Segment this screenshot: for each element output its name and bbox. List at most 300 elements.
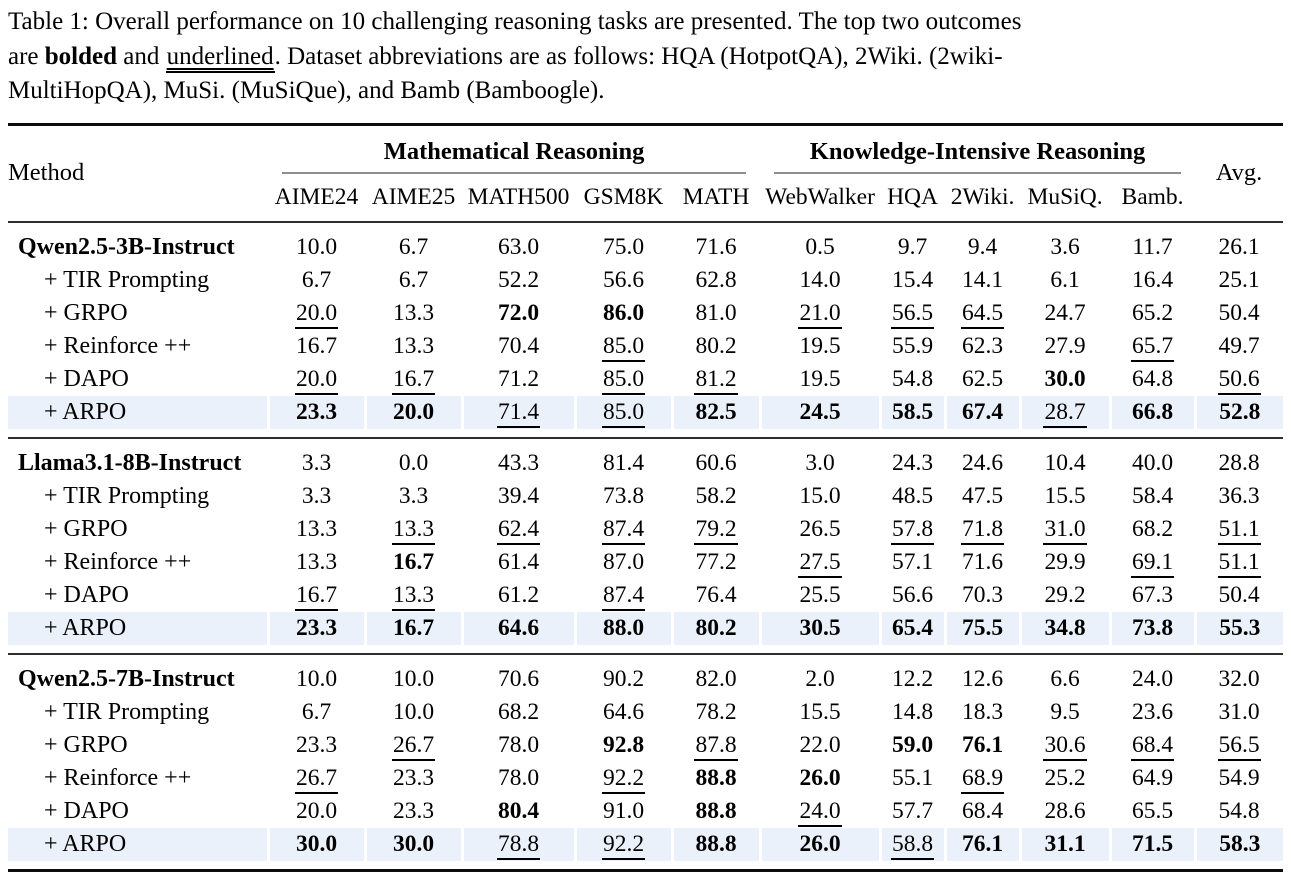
metric-cell xyxy=(945,231,1020,264)
metric-cell xyxy=(880,546,945,579)
metric-value: 15.4 xyxy=(891,267,934,293)
metric-value: 88.8 xyxy=(695,831,737,857)
metric-cell xyxy=(1110,264,1195,297)
metric-cell xyxy=(462,231,575,264)
metric-cell xyxy=(880,264,945,297)
metric-value: 85.0 xyxy=(602,399,645,428)
metric-value: 51.1 xyxy=(1218,549,1261,578)
metric-cell xyxy=(268,264,365,297)
metric-cell xyxy=(462,579,575,612)
metric-value: 24.3 xyxy=(891,450,934,476)
metric-cell xyxy=(760,546,880,579)
group-label: Knowledge-Intensive Reasoning xyxy=(774,138,1181,174)
metric-cell xyxy=(575,363,672,396)
metric-value: 68.4 xyxy=(1131,732,1174,761)
metric-value: 54.9 xyxy=(1218,765,1260,791)
col-header-bamb: Bamb. xyxy=(1121,184,1184,210)
metric-cell xyxy=(575,231,672,264)
metric-value: 51.1 xyxy=(1218,516,1261,545)
metric-cell xyxy=(1020,795,1110,828)
metric-value: 78.2 xyxy=(695,699,737,725)
metric-value: 9.4 xyxy=(967,234,998,260)
table-row xyxy=(8,231,1283,264)
metric-value: 64.9 xyxy=(1131,765,1174,791)
metric-cell xyxy=(760,231,880,264)
metric-cell xyxy=(1110,480,1195,513)
metric-cell xyxy=(365,513,462,546)
metric-value: 10.0 xyxy=(295,666,338,692)
metric-value: 64.8 xyxy=(1131,366,1174,392)
metric-value: 57.8 xyxy=(891,516,934,545)
table-row xyxy=(8,729,1283,762)
metric-cell xyxy=(672,513,760,546)
metric-value: 56.5 xyxy=(1218,732,1261,761)
metric-cell xyxy=(462,513,575,546)
metric-value: 76.1 xyxy=(961,831,1004,857)
table-row xyxy=(8,579,1283,612)
metric-cell xyxy=(365,264,462,297)
metric-cell xyxy=(575,396,672,429)
metric-value: 36.3 xyxy=(1218,483,1260,509)
metric-cell xyxy=(1195,546,1283,579)
metric-value: 30.0 xyxy=(1044,366,1086,392)
col-header-math: MATH xyxy=(682,184,750,210)
metric-value: 6.7 xyxy=(398,267,429,293)
method-cell: + DAPO xyxy=(44,366,129,392)
metric-value: 58.8 xyxy=(891,831,934,860)
metric-value: 3.3 xyxy=(301,483,332,509)
metric-value: 24.0 xyxy=(1131,666,1174,692)
metric-value: 55.3 xyxy=(1219,615,1261,641)
metric-cell xyxy=(268,828,365,861)
spacer-cell xyxy=(8,429,1283,438)
metric-cell xyxy=(575,612,672,645)
col-header-method: Method xyxy=(8,159,85,187)
metric-cell xyxy=(760,729,880,762)
metric-value: 13.3 xyxy=(295,516,338,542)
metric-cell xyxy=(1110,828,1195,861)
col-header-math500: MATH500 xyxy=(467,184,570,210)
metric-cell xyxy=(945,546,1020,579)
metric-value: 26.7 xyxy=(295,765,338,794)
metric-value: 70.6 xyxy=(497,666,540,692)
metric-cell xyxy=(268,729,365,762)
metric-cell xyxy=(1195,762,1283,795)
metric-value: 23.3 xyxy=(295,615,338,641)
metric-cell xyxy=(1110,696,1195,729)
metric-value: 61.2 xyxy=(497,582,540,608)
metric-value: 54.8 xyxy=(891,366,934,392)
metric-value: 24.0 xyxy=(798,798,841,827)
metric-cell xyxy=(760,762,880,795)
metric-value: 88.8 xyxy=(695,765,737,791)
metric-cell xyxy=(1195,828,1283,861)
metric-value: 25.1 xyxy=(1218,267,1260,293)
metric-value: 3.6 xyxy=(1050,234,1080,260)
metric-cell xyxy=(880,663,945,696)
col-header-webwalker: WebWalker xyxy=(765,184,875,210)
metric-cell xyxy=(672,795,760,828)
metric-cell xyxy=(1195,447,1283,480)
group-header-mathematical-reasoning xyxy=(268,124,760,174)
metric-value: 63.0 xyxy=(497,234,540,260)
metric-value: 31.0 xyxy=(1043,516,1086,545)
metric-cell xyxy=(760,264,880,297)
metric-cell xyxy=(1020,513,1110,546)
metric-value: 47.5 xyxy=(961,483,1004,509)
metric-cell xyxy=(1110,363,1195,396)
metric-cell xyxy=(575,480,672,513)
metric-value: 81.4 xyxy=(602,450,645,476)
metric-value: 48.5 xyxy=(891,483,934,509)
table-row xyxy=(8,264,1283,297)
metric-cell xyxy=(880,612,945,645)
metric-value: 81.2 xyxy=(694,366,737,395)
metric-cell xyxy=(268,696,365,729)
metric-cell xyxy=(1110,663,1195,696)
metric-value: 13.3 xyxy=(392,300,435,326)
method-cell: + TIR Prompting xyxy=(44,699,210,725)
metric-cell xyxy=(1195,795,1283,828)
metric-value: 20.0 xyxy=(295,300,338,329)
spacer-cell xyxy=(8,861,1283,870)
metric-value: 80.2 xyxy=(695,333,737,359)
metric-value: 50.6 xyxy=(1218,366,1261,395)
metric-value: 20.0 xyxy=(295,366,338,395)
caption-text: bolded xyxy=(44,42,118,70)
metric-value: 14.0 xyxy=(799,267,841,293)
metric-cell xyxy=(945,729,1020,762)
metric-cell xyxy=(365,231,462,264)
method-cell: Llama3.1-8B-Instruct xyxy=(18,450,242,476)
metric-cell xyxy=(880,447,945,480)
metric-value: 58.4 xyxy=(1131,483,1174,509)
metric-cell xyxy=(575,330,672,363)
caption-text: underlined xyxy=(166,43,275,73)
metric-value: 87.4 xyxy=(602,582,645,611)
metric-cell xyxy=(1110,795,1195,828)
metric-cell xyxy=(1195,612,1283,645)
highlighted-table-row xyxy=(8,396,1283,429)
metric-value: 68.9 xyxy=(961,765,1004,794)
metric-value: 19.5 xyxy=(799,333,841,359)
metric-value: 76.4 xyxy=(695,582,737,608)
caption-line xyxy=(8,5,1285,40)
metric-value: 64.6 xyxy=(497,615,540,641)
metric-cell xyxy=(672,762,760,795)
metric-value: 71.8 xyxy=(961,516,1004,545)
metric-cell xyxy=(672,546,760,579)
metric-value: 65.4 xyxy=(891,615,934,641)
metric-value: 23.3 xyxy=(295,399,338,425)
table-row xyxy=(8,795,1283,828)
metric-cell xyxy=(760,663,880,696)
metric-value: 56.6 xyxy=(602,267,645,293)
metric-value: 57.7 xyxy=(891,798,934,824)
metric-value: 64.6 xyxy=(602,699,645,725)
metric-value: 6.7 xyxy=(301,267,332,293)
metric-value: 16.7 xyxy=(392,366,435,395)
metric-value: 20.0 xyxy=(392,399,435,425)
metric-cell xyxy=(945,513,1020,546)
metric-cell xyxy=(365,762,462,795)
metric-value: 64.5 xyxy=(961,300,1004,329)
metric-value: 30.0 xyxy=(295,831,338,857)
metric-value: 76.1 xyxy=(961,732,1004,758)
metric-cell xyxy=(672,579,760,612)
metric-value: 15.5 xyxy=(799,699,841,725)
metric-value: 3.0 xyxy=(805,450,835,476)
metric-value: 21.0 xyxy=(798,300,841,329)
metric-value: 16.7 xyxy=(392,549,435,575)
metric-value: 29.2 xyxy=(1044,582,1086,608)
metric-cell xyxy=(575,297,672,330)
metric-value: 30.5 xyxy=(799,615,841,641)
metric-cell xyxy=(462,795,575,828)
metric-cell xyxy=(1020,264,1110,297)
metric-cell xyxy=(945,795,1020,828)
metric-cell xyxy=(760,480,880,513)
metric-cell xyxy=(268,663,365,696)
metric-value: 62.3 xyxy=(961,333,1004,359)
metric-cell xyxy=(365,696,462,729)
metric-cell xyxy=(880,696,945,729)
model-block-2 xyxy=(8,654,1283,870)
metric-value: 77.2 xyxy=(695,549,737,575)
metric-value: 26.5 xyxy=(799,516,841,542)
col-header-aime25: AIME25 xyxy=(371,184,456,210)
metric-cell xyxy=(945,297,1020,330)
metric-cell xyxy=(575,447,672,480)
metric-value: 12.2 xyxy=(891,666,934,692)
metric-value: 28.6 xyxy=(1044,798,1086,824)
metric-cell xyxy=(945,396,1020,429)
metric-cell xyxy=(760,579,880,612)
metric-value: 56.6 xyxy=(891,582,934,608)
model-block-0 xyxy=(8,222,1283,438)
metric-cell xyxy=(268,612,365,645)
metric-cell xyxy=(760,795,880,828)
metric-cell xyxy=(1195,729,1283,762)
metric-value: 78.0 xyxy=(497,732,540,758)
metric-value: 23.6 xyxy=(1131,699,1174,725)
metric-value: 52.2 xyxy=(497,267,540,293)
caption-line xyxy=(8,74,1285,109)
metric-cell xyxy=(880,729,945,762)
metric-cell xyxy=(672,480,760,513)
metric-cell xyxy=(575,795,672,828)
metric-value: 80.2 xyxy=(695,615,737,641)
metric-cell xyxy=(462,663,575,696)
method-cell: Qwen2.5-3B-Instruct xyxy=(18,234,235,260)
col-header-avg: Avg. xyxy=(1215,159,1263,187)
metric-value: 71.2 xyxy=(497,366,540,392)
metric-value: 2.0 xyxy=(805,666,835,692)
metric-value: 65.7 xyxy=(1131,333,1174,362)
metric-cell xyxy=(268,579,365,612)
metric-value: 82.5 xyxy=(695,399,737,425)
spacer-row xyxy=(8,222,1283,231)
metric-cell xyxy=(760,696,880,729)
metric-value: 26.7 xyxy=(392,732,435,761)
metric-value: 10.0 xyxy=(392,666,435,692)
spacer-row xyxy=(8,861,1283,870)
metric-cell xyxy=(268,330,365,363)
metric-cell xyxy=(672,612,760,645)
metric-cell xyxy=(575,663,672,696)
metric-cell xyxy=(945,480,1020,513)
metric-cell xyxy=(365,663,462,696)
metric-cell xyxy=(1110,762,1195,795)
metric-cell xyxy=(365,828,462,861)
highlighted-table-row xyxy=(8,828,1283,861)
metric-value: 88.0 xyxy=(602,615,645,641)
metric-value: 34.8 xyxy=(1044,615,1086,641)
metric-cell xyxy=(1020,696,1110,729)
metric-cell xyxy=(268,480,365,513)
metric-value: 92.2 xyxy=(602,765,645,794)
metric-value: 75.0 xyxy=(602,234,645,260)
metric-cell xyxy=(365,546,462,579)
metric-cell xyxy=(365,612,462,645)
metric-value: 62.8 xyxy=(695,267,737,293)
method-cell: + Reinforce ++ xyxy=(44,549,192,575)
metric-cell xyxy=(1020,480,1110,513)
col-header-gsm8k: GSM8K xyxy=(583,184,664,210)
metric-cell xyxy=(575,729,672,762)
metric-value: 62.5 xyxy=(961,366,1004,392)
metric-cell xyxy=(462,297,575,330)
method-cell: + Reinforce ++ xyxy=(44,765,192,791)
metric-cell xyxy=(1110,546,1195,579)
metric-cell xyxy=(760,330,880,363)
metric-cell xyxy=(880,396,945,429)
metric-cell xyxy=(1020,762,1110,795)
metric-value: 0.0 xyxy=(398,450,429,476)
metric-cell xyxy=(672,663,760,696)
metric-value: 24.7 xyxy=(1044,300,1086,326)
caption-text: MultiHopQA), MuSi. (MuSiQue), and Bamb (Bamboogle). xyxy=(8,77,605,104)
metric-cell xyxy=(1020,579,1110,612)
metric-value: 23.3 xyxy=(392,765,435,791)
method-cell: + DAPO xyxy=(44,798,129,824)
metric-cell xyxy=(880,297,945,330)
metric-cell xyxy=(880,762,945,795)
metric-cell xyxy=(365,297,462,330)
metric-value: 3.3 xyxy=(398,483,429,509)
metric-value: 16.7 xyxy=(295,582,338,611)
metric-cell xyxy=(880,231,945,264)
metric-cell xyxy=(268,447,365,480)
table-row xyxy=(8,480,1283,513)
metric-cell xyxy=(268,795,365,828)
metric-value: 40.0 xyxy=(1131,450,1174,476)
table-row xyxy=(8,762,1283,795)
metric-cell xyxy=(880,513,945,546)
spacer-cell xyxy=(8,654,1283,663)
metric-cell xyxy=(760,612,880,645)
metric-value: 13.3 xyxy=(392,333,435,359)
metric-value: 62.4 xyxy=(497,516,540,545)
metric-value: 92.8 xyxy=(602,732,645,758)
metric-value: 12.6 xyxy=(961,666,1004,692)
metric-cell xyxy=(1195,579,1283,612)
spacer-cell xyxy=(8,438,1283,447)
metric-cell xyxy=(462,762,575,795)
metric-value: 70.4 xyxy=(497,333,540,359)
metric-cell xyxy=(1110,330,1195,363)
metric-cell xyxy=(1020,663,1110,696)
metric-value: 67.3 xyxy=(1131,582,1174,608)
metric-cell xyxy=(1195,330,1283,363)
metric-cell xyxy=(945,696,1020,729)
caption-text: are xyxy=(8,42,45,70)
table-row xyxy=(8,447,1283,480)
metric-value: 10.4 xyxy=(1044,450,1086,476)
metric-value: 58.5 xyxy=(891,399,934,425)
metric-value: 9.7 xyxy=(897,234,928,260)
table-header xyxy=(8,124,1283,222)
metric-cell xyxy=(672,363,760,396)
metric-cell xyxy=(462,480,575,513)
metric-value: 28.7 xyxy=(1043,399,1086,428)
method-cell: + ARPO xyxy=(8,612,268,645)
metric-cell xyxy=(945,828,1020,861)
metric-value: 88.8 xyxy=(695,798,737,824)
metric-cell xyxy=(1020,447,1110,480)
metric-cell xyxy=(880,330,945,363)
metric-cell xyxy=(1195,663,1283,696)
metric-cell xyxy=(945,762,1020,795)
col-header-2wiki: 2Wiki. xyxy=(950,184,1015,210)
metric-cell xyxy=(365,363,462,396)
metric-value: 28.8 xyxy=(1218,450,1260,476)
metric-value: 73.8 xyxy=(602,483,645,509)
metric-value: 24.5 xyxy=(799,399,841,425)
metric-value: 55.9 xyxy=(891,333,934,359)
metric-cell xyxy=(365,579,462,612)
metric-cell xyxy=(1110,513,1195,546)
metric-cell xyxy=(1020,612,1110,645)
method-cell: + GRPO xyxy=(44,516,128,542)
method-cell: + GRPO xyxy=(44,732,128,758)
caption-line xyxy=(8,40,1285,75)
table-row xyxy=(8,663,1283,696)
spacer-row xyxy=(8,429,1283,438)
spacer-cell xyxy=(8,645,1283,654)
metric-value: 82.0 xyxy=(695,666,737,692)
metric-value: 71.4 xyxy=(497,399,540,428)
metric-value: 16.4 xyxy=(1131,267,1174,293)
metric-cell xyxy=(760,513,880,546)
highlighted-table-row xyxy=(8,612,1283,645)
metric-cell xyxy=(1110,447,1195,480)
metric-value: 18.3 xyxy=(961,699,1004,725)
metric-cell xyxy=(462,396,575,429)
metric-cell xyxy=(1020,396,1110,429)
metric-value: 26.0 xyxy=(799,831,841,857)
metric-cell xyxy=(945,330,1020,363)
metric-cell xyxy=(365,330,462,363)
metric-cell xyxy=(1020,363,1110,396)
table-row xyxy=(8,513,1283,546)
metric-value: 32.0 xyxy=(1218,666,1260,692)
metric-value: 56.5 xyxy=(891,300,934,329)
metric-cell xyxy=(1020,231,1110,264)
metric-value: 23.3 xyxy=(295,732,338,758)
metric-cell xyxy=(462,546,575,579)
metric-value: 65.5 xyxy=(1131,798,1174,824)
